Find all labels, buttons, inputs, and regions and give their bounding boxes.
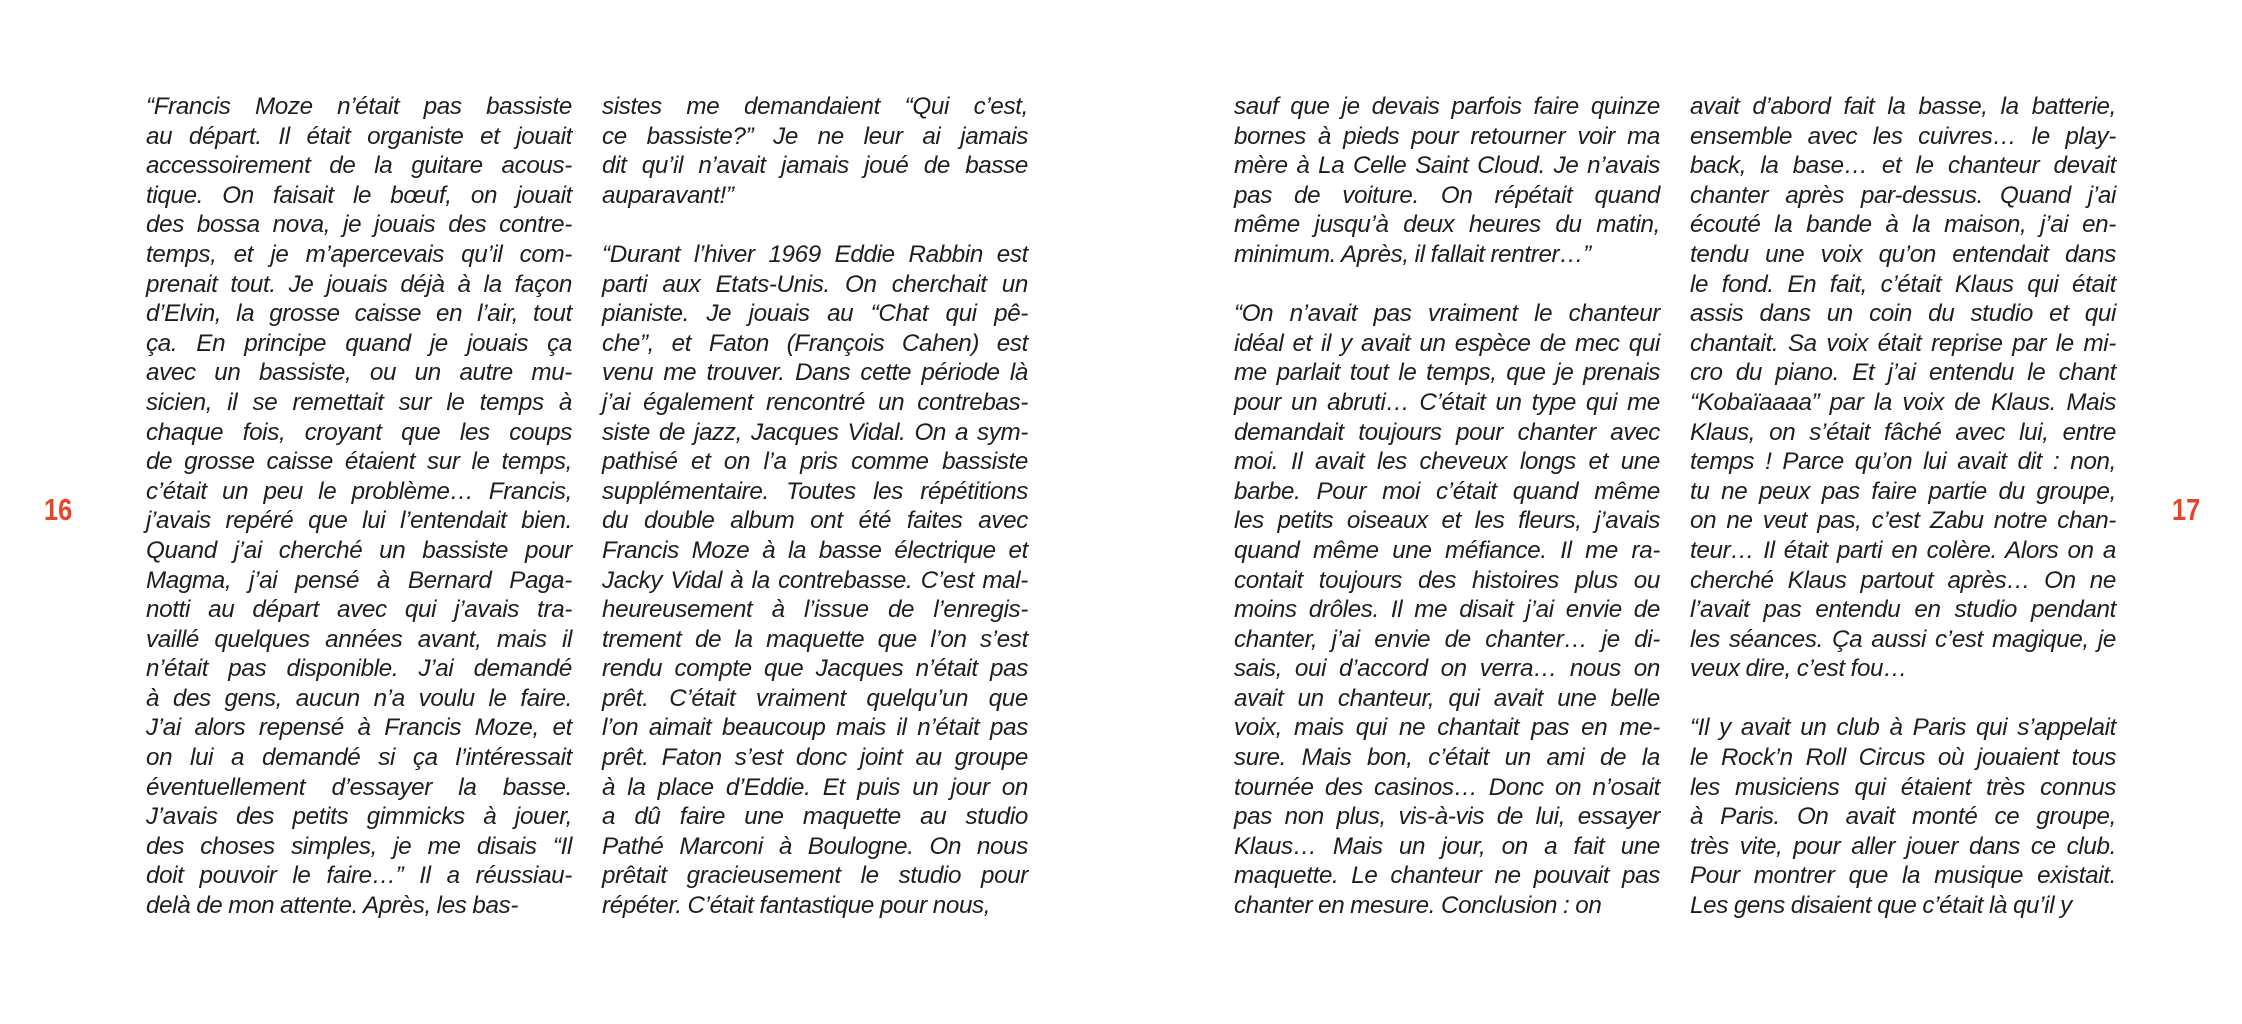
text-line: vaillé quelques années avant, mais il — [146, 625, 572, 653]
paragraph — [602, 92, 1028, 210]
text-line: on lui a demandé si ça l’intéressait — [146, 744, 572, 772]
page-number-right: 17 — [2172, 492, 2201, 527]
text-line: j’avais repéré que lui l’entendait bien. — [146, 507, 572, 535]
text-line: au départ. Il était organiste et jouait — [146, 122, 572, 150]
text-line: doit pouvoir le faire…” Il a réussiau- — [146, 862, 572, 890]
text-line: che”, et Faton (François Cahen) est — [602, 329, 1028, 357]
text-line: chanter en mesure. Conclusion : on — [1234, 892, 1602, 920]
text-line: pour un abruti… C’était un type qui me — [1234, 388, 1660, 416]
text-line: “Il y avait un club à Paris qui s’appelait — [1690, 714, 2116, 742]
text-line: “On n’avait pas vraiment le chanteur — [1234, 300, 1660, 328]
text-line: rendu compte que Jacques n’était pas — [602, 655, 1028, 683]
text-line: sistes me demandaient “Qui c’est, — [602, 93, 1028, 120]
text-line: sauf que je devais parfois faire quinze — [1234, 93, 1660, 120]
text-line: “Durant l’hiver 1969 Eddie Rabbin est — [602, 240, 1028, 268]
text-line: à des gens, aucun n’a voulu le faire. — [146, 684, 572, 712]
text-line: ça. En principe quand je jouais ça — [146, 329, 572, 357]
text-line: tendu une voix qu’on entendait dans — [1690, 240, 2116, 268]
text-line: Pour montrer que la musique existait. — [1690, 862, 2116, 890]
text-line: cro du piano. Et j’ai entendu le chant — [1690, 359, 2116, 387]
text-line: très vite, pour aller jouer dans ce club. — [1690, 832, 2116, 860]
text-line: pas de voiture. On répétait quand — [1234, 181, 1660, 209]
text-line: prêt. Faton s’est donc joint au groupe — [602, 744, 1028, 772]
paragraph — [1234, 92, 1660, 270]
page-number-left: 16 — [44, 492, 73, 527]
text-line: l’on aimait beaucoup mais il n’était pas — [602, 714, 1028, 742]
text-line: avec un bassiste, ou un autre mu- — [146, 359, 572, 387]
text-line: chantait. Sa voix était reprise par le mi- — [1690, 329, 2116, 357]
paragraph — [1234, 299, 1660, 920]
text-line: à la place d’Eddie. Et puis un jour on — [602, 773, 1028, 801]
text-line: on ne veut pas, c’est Zabu notre chan- — [1690, 507, 2116, 535]
text-line: pas non plus, vis-à-vis de lui, essayer — [1234, 803, 1660, 831]
text-line: prenait tout. Je jouais déjà à la façon — [146, 270, 572, 298]
text-line: supplémentaire. Toutes les répétitions — [602, 477, 1028, 505]
text-line: répéter. C’était fantastique pour nous, — [602, 892, 991, 920]
paragraph — [146, 92, 572, 921]
text-line: pianiste. Je jouais au “Chat qui pê- — [602, 300, 1028, 328]
text-line: du double album ont été faites avec — [602, 507, 1028, 535]
text-line: “Francis Moze n’était pas bassiste — [146, 93, 572, 120]
text-line: contait toujours des histoires plus ou — [1234, 566, 1660, 594]
text-line: trement de la maquette que l’on s’est — [602, 625, 1028, 653]
text-line: l’avait pas entendu en studio pendant — [1690, 596, 2116, 624]
text-line: veux dire, c’est fou… — [1690, 655, 1907, 683]
text-line: minimum. Après, il fallait rentrer…” — [1234, 240, 1591, 268]
text-line: avait d’abord fait la basse, la batterie, — [1690, 93, 2116, 120]
text-line: venu me trouver. Dans cette période là — [602, 359, 1028, 387]
text-line: pathisé et on l’a pris comme bassiste — [602, 448, 1028, 476]
text-line: mère à La Celle Saint Cloud. Je n’avais — [1234, 152, 1660, 180]
text-line: sure. Mais bon, c’était un ami de la — [1234, 744, 1660, 772]
text-line: les séances. Ça aussi c’est magique, je — [1690, 625, 2116, 653]
text-line: Klaus… Mais un jour, on a fait une — [1234, 832, 1660, 860]
text-line: moins drôles. Il me disait j’ai envie de — [1234, 596, 1660, 624]
text-line: Les gens disaient que c’était là qu’il y — [1690, 892, 2072, 920]
text-column-2 — [602, 92, 1028, 921]
text-line: chanter, j’ai envie de chanter… je di- — [1234, 625, 1660, 653]
text-line: Magma, j’ai pensé à Bernard Paga- — [146, 566, 572, 594]
text-line: chanter après par-dessus. Quand j’ai — [1690, 181, 2116, 209]
text-line: tournée des casinos… Donc on n’osait — [1234, 773, 1660, 801]
text-line: accessoirement de la guitare acous- — [146, 152, 572, 180]
text-column-3 — [1234, 92, 1660, 921]
text-line: dit qu’il n’avait jamais joué de basse — [602, 152, 1028, 180]
text-line: quand même une méfiance. Il me ra- — [1234, 536, 1660, 564]
text-line: voix, mais qui ne chantait pas en me- — [1234, 714, 1660, 742]
text-line: Quand j’ai cherché un bassiste pour — [146, 536, 572, 564]
text-line: le fond. En fait, c’était Klaus qui était — [1690, 270, 2116, 298]
text-line: J’ai alors repensé à Francis Moze, et — [146, 714, 572, 742]
text-line: parti aux Etats-Unis. On cherchait un — [602, 270, 1028, 298]
text-column-4 — [1690, 92, 2116, 921]
text-line: back, la base… et le chanteur devait — [1690, 152, 2116, 180]
text-line: les musiciens qui étaient très connus — [1690, 773, 2116, 801]
text-line: des bossa nova, je jouais des contre- — [146, 211, 572, 239]
text-line: d’Elvin, la grosse caisse en l’air, tout — [146, 300, 572, 328]
text-line: Klaus, on s’était fâché avec lui, entre — [1690, 418, 2116, 446]
text-column-1 — [146, 92, 572, 921]
text-line: heureusement à l’issue de l’enregis- — [602, 596, 1028, 624]
text-line: écouté la bande à la maison, j’ai en- — [1690, 211, 2116, 239]
text-line: cherché Klaus partout après… On ne — [1690, 566, 2116, 594]
text-line: tu ne peux pas faire partie du groupe, — [1690, 477, 2116, 505]
text-line: Pathé Marconi à Boulogne. On nous — [602, 832, 1028, 860]
text-line: à Paris. On avait monté ce groupe, — [1690, 803, 2116, 831]
text-line: éventuellement d’essayer la basse. — [146, 773, 572, 801]
text-line: bornes à pieds pour retourner voir ma — [1234, 122, 1660, 150]
text-line: tique. On faisait le bœuf, on jouait — [146, 181, 572, 209]
text-line: n’était pas disponible. J’ai demandé — [146, 655, 572, 683]
text-line: ce bassiste?” Je ne leur ai jamais — [602, 122, 1028, 150]
text-line: moi. Il avait les cheveux longs et une — [1234, 448, 1660, 476]
paragraph — [602, 240, 1028, 921]
text-line: J’avais des petits gimmicks à jouer, — [146, 803, 572, 831]
text-line: me parlait tout le temps, que je prenais — [1234, 359, 1660, 387]
text-line: ensemble avec les cuivres… le play- — [1690, 122, 2116, 150]
text-line: le Rock’n Roll Circus où jouaient tous — [1690, 744, 2116, 772]
paragraph — [1690, 92, 2116, 684]
text-line: maquette. Le chanteur ne pouvait pas — [1234, 862, 1660, 890]
text-line: idéal et il y avait un espèce de mec qui — [1234, 329, 1660, 357]
text-line: auparavant!” — [602, 181, 734, 209]
text-line: c’était un peu le problème… Francis, — [146, 477, 572, 505]
text-line: barbe. Pour moi c’était quand même — [1234, 477, 1660, 505]
text-line: chaque fois, croyant que les coups — [146, 418, 572, 446]
text-line: de grosse caisse étaient sur le temps, — [146, 448, 572, 476]
text-line: Jacky Vidal à la contrebasse. C’est mal- — [602, 566, 1028, 594]
text-line: demandait toujours pour chanter avec — [1234, 418, 1660, 446]
text-line: prêtait gracieusement le studio pour — [602, 862, 1028, 890]
paragraph — [1690, 713, 2116, 920]
text-line: a dû faire une maquette au studio — [602, 803, 1028, 831]
text-line: même jusqu’à deux heures du matin, — [1234, 211, 1660, 239]
text-line: temps, et je m’apercevais qu’il com- — [146, 240, 572, 268]
text-line: Francis Moze à la basse électrique et — [602, 536, 1028, 564]
text-line: des choses simples, je me disais “Il — [146, 832, 572, 860]
right-page — [1121, 0, 2242, 1024]
text-line: sicien, il se remettait sur le temps à — [146, 388, 572, 416]
text-line: prêt. C’était vraiment quelqu’un que — [602, 684, 1028, 712]
text-line: siste de jazz, Jacques Vidal. On a sym- — [602, 418, 1028, 446]
text-line: notti au départ avec qui j’avais tra- — [146, 596, 572, 624]
text-line: les petits oiseaux et les fleurs, j’avais — [1234, 507, 1660, 535]
text-line: teur… Il était parti en colère. Alors on a — [1690, 536, 2116, 564]
text-line: assis dans un coin du studio et qui — [1690, 300, 2116, 328]
text-line: temps ! Parce qu’on lui avait dit : non, — [1690, 448, 2116, 476]
text-line: delà de mon attente. Après, les bas- — [146, 892, 519, 920]
text-line: j’ai également rencontré un contrebas- — [602, 388, 1028, 416]
text-line: “Kobaïaaaa” par la voix de Klaus. Mais — [1690, 388, 2116, 416]
text-line: sais, oui d’accord on verra… nous on — [1234, 655, 1660, 683]
text-line: avait un chanteur, qui avait une belle — [1234, 684, 1660, 712]
